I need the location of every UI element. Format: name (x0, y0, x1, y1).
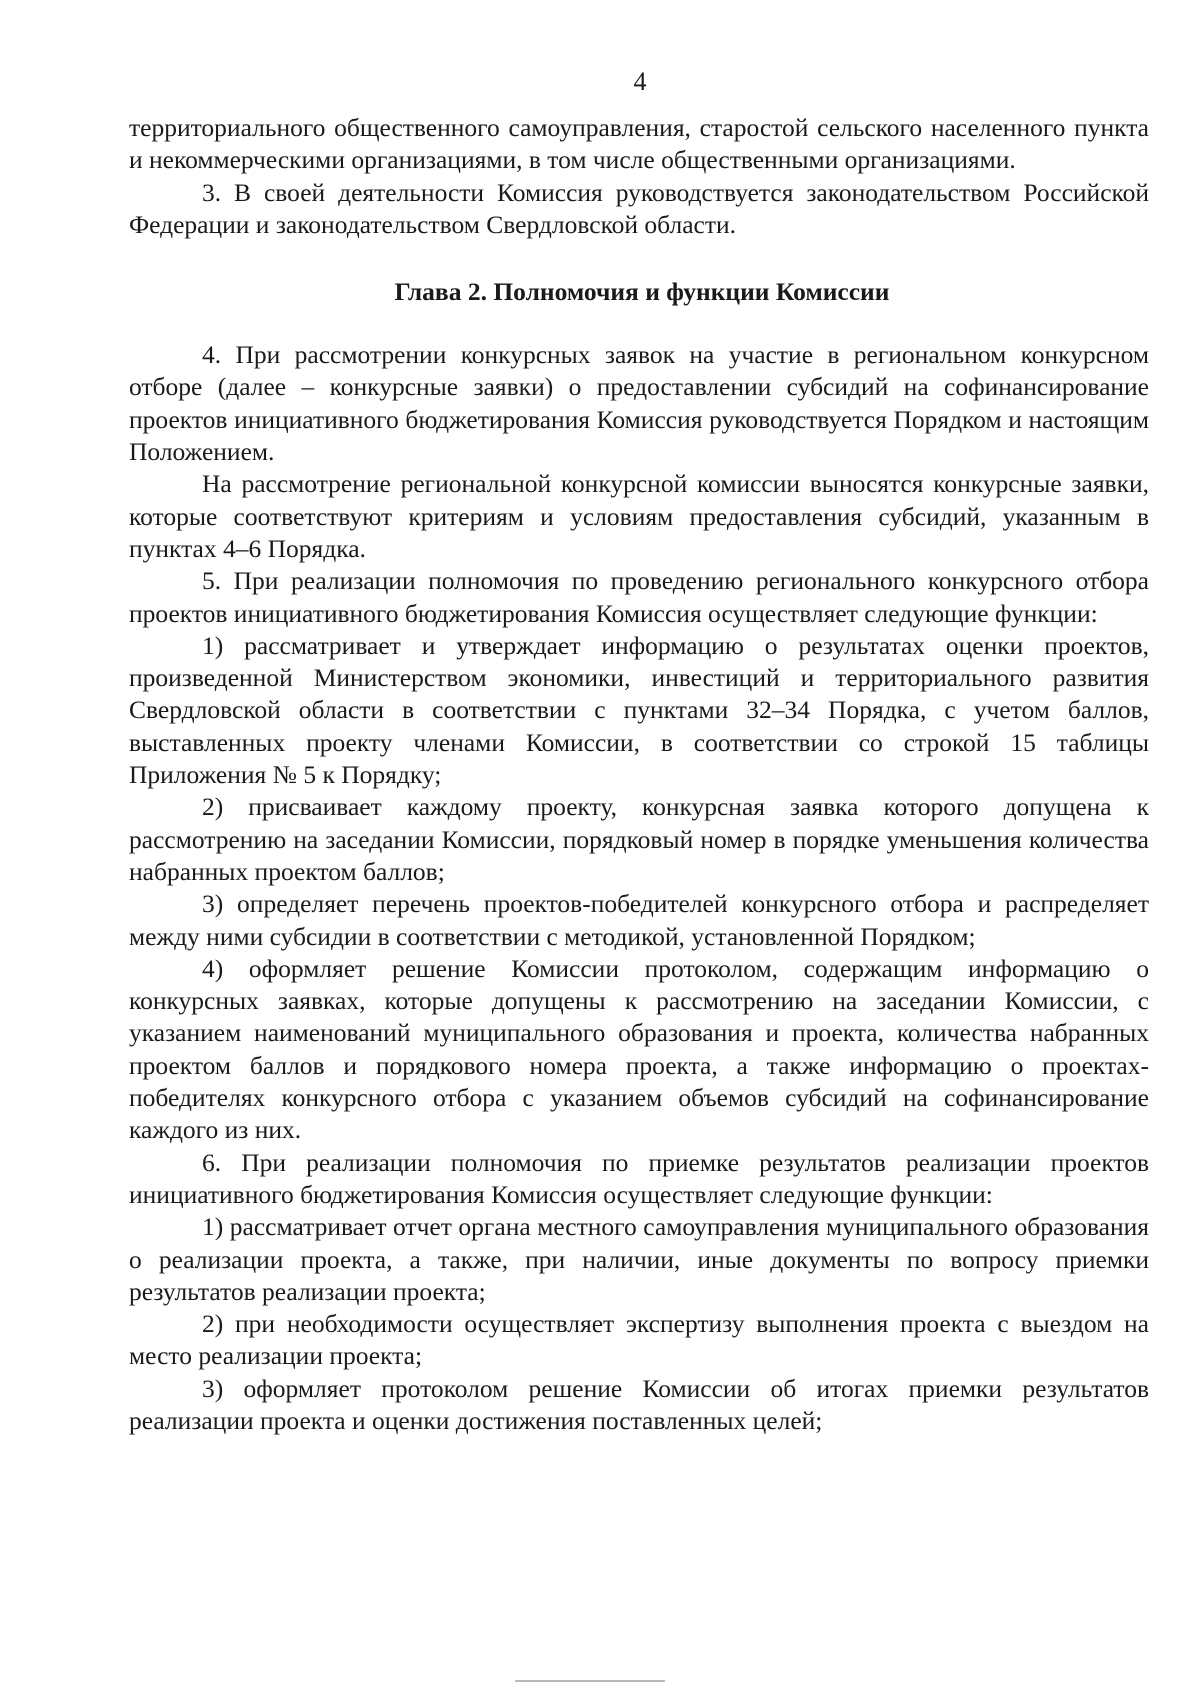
list-item-6-2: 2) при необходимости осуществляет экспертизу выполнения проекта с выездом на место реализации проекта; (129, 1309, 1149, 1371)
paragraph-clause-4-note: На рассмотрение региональной конкурсной комиссии выносятся конкурсные заявки, которые соответствуют критериям и условиям предоставления субсидий, указанным в пунктах 4–6 Порядка. (129, 469, 1149, 563)
list-item-5-3: 3) определяет перечень проектов-победителей конкурсного отбора и распределяет между ними субсидии в соответствии с методикой, установленной Порядком; (129, 889, 1149, 951)
paragraph-continuation: территориального общественного самоуправления, старостой сельского населенного пункта и некоммерческими организациями, в том числе общественными организациями. (129, 113, 1149, 175)
list-item-6-3: 3) оформляет протоколом решение Комиссии об итогах приемки результатов реализации проекта и оценки достижения поставленных целей; (129, 1373, 1149, 1435)
document-body (129, 112, 1149, 1437)
paragraph-clause-4: 4. При рассмотрении конкурсных заявок на участие в региональном конкурсном отборе (далее – конкурсные заявки) о предоставлении субсидий на софинансирование проектов инициативного бюджетирования Комиссия руководствуется Порядком и настоящим Положением. (129, 340, 1149, 467)
paragraph-clause-6: 6. При реализации полномочия по приемке результатов реализации проектов инициативного бюджетирования Комиссия осуществляет следующие функции: (129, 1147, 1149, 1209)
list-item-5-4: 4) оформляет решение Комиссии протоколом, содержащим информацию о конкурсных заявках, которые допущены к рассмотрению на заседании Комиссии, с указанием наименований муниципального образования и проекта, количества набранных проектом баллов и порядкового номера проекта, а также информацию о проектах-победителях конкурсного отбора с указанием объемов субсидий на софинансирование каждого из них. (129, 953, 1149, 1145)
page-number: 4 (633, 67, 647, 96)
list-item-6-1: 1) рассматривает отчет органа местного самоуправления муниципального образования о реализации проекта, а также, при наличии, иные документы по вопросу приемки результатов реализации проекта; (129, 1212, 1149, 1306)
chapter-heading: Глава 2. Полномочия и функции Комиссии (394, 277, 890, 307)
page-bottom-divider (515, 1680, 665, 1682)
paragraph-clause-3: 3. В своей деятельности Комиссия руководствуется законодательством Российской Федерации и законодательством Свердловской области. (129, 177, 1149, 239)
list-item-5-2: 2) присваивает каждому проекту, конкурсная заявка которого допущена к рассмотрению на заседании Комиссии, порядковый номер в порядке уменьшения количества набранных проектом баллов; (129, 792, 1149, 886)
paragraph-clause-5: 5. При реализации полномочия по проведению регионального конкурсного отбора проектов инициативного бюджетирования Комиссия осуществляет следующие функции: (129, 566, 1149, 628)
list-item-5-1: 1) рассматривает и утверждает информацию о результатах оценки проектов, произведенной Министерством экономики, инвестиций и территориального развития Свердловской области в соответствии с пунктами 32–34 Порядка, с учетом баллов, выставленных проекту членами Комиссии, в соответствии со строкой 15 таблицы Приложения № 5 к Порядку; (129, 630, 1149, 790)
